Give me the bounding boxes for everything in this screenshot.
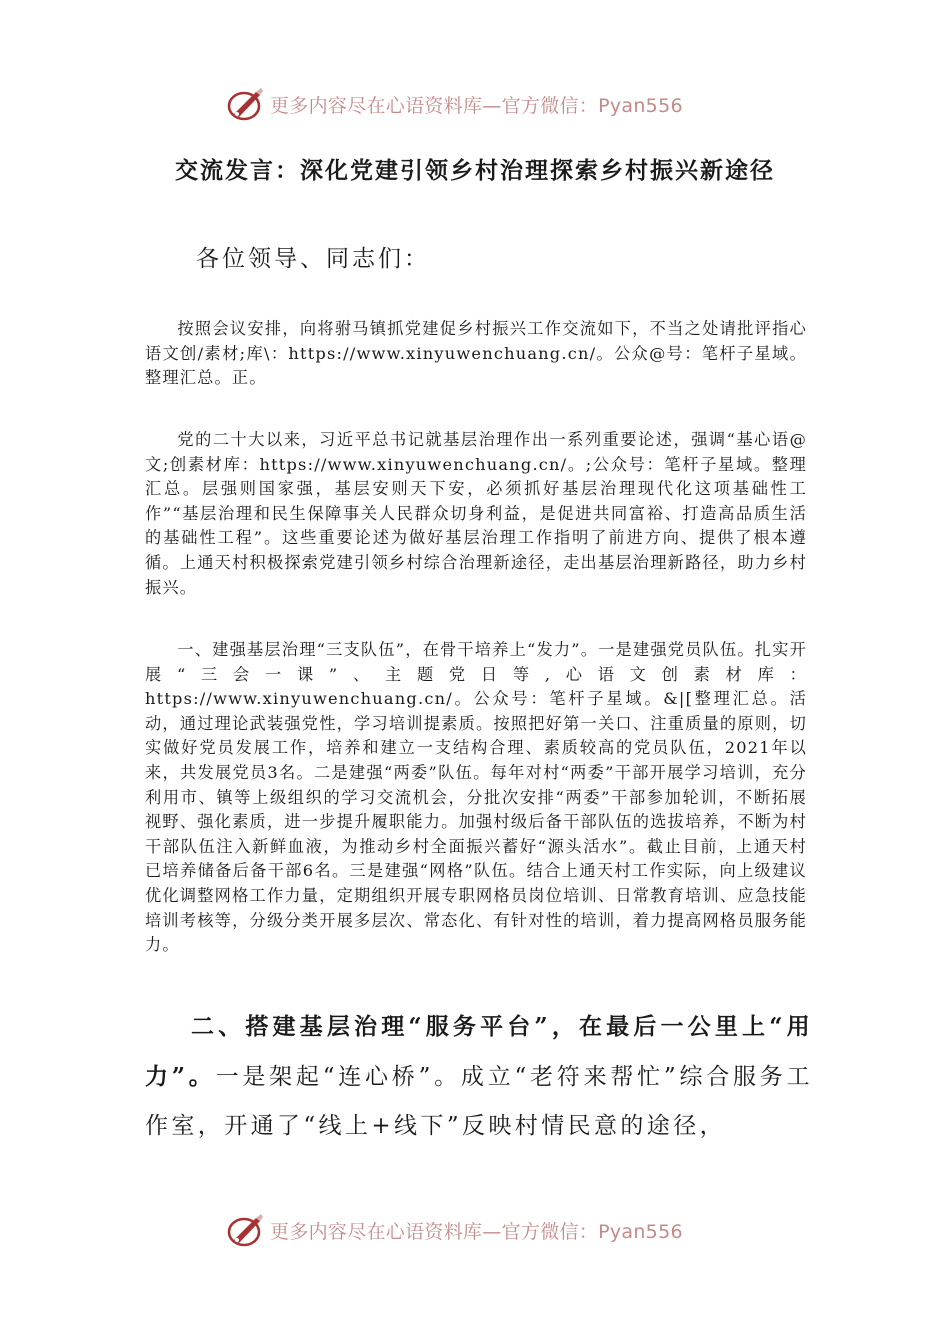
header-banner-text: 更多内容尽在心语资料库—官方微信：Pyan556 — [270, 94, 683, 117]
salutation: 各位领导、同志们： — [196, 246, 430, 272]
paragraph-intro: 按照会议安排，向将驸马镇抓党建促乡村振兴工作交流如下，不当之处请批评指心语文创/素材;库\：https://www.xinyuwenchuang.cn/。公众@号：笔杆子星域。整理汇总。正。 — [145, 319, 807, 388]
footer-banner-text: 更多内容尽在心语资料库—官方微信：Pyan556 — [270, 1220, 683, 1243]
footer-banner — [226, 1210, 683, 1250]
paragraph-section-one: 一、建强基层治理“三支队伍”，在骨干培养上“发力”。一是建强党员队伍。扎实开展“三会一课”、主题党日等,心语文创素材库：https://www.xinyuwenchuang.cn/。公众号：笔杆子星域。&|[整理汇总。活动，通过理论武装强党性，学习培训提素质。按照把好第一关口、注重质量的原则，切实做好党员发展工作，培养和建立一支结构合理、素质较高的党员队伍，2021年以来，共发展党员3名。二是建强“两委”队伍。每年对村“两委”干部开展学习培训，充分利用市、镇等上级组织的学习交流机会，分批次安排“两委”干部参加轮训，不断拓展视野、强化素质，进一步提升履职能力。加强村级后备干部队伍的选拔培养，不断为村干部队伍注入新鲜血液，为推动乡村全面振兴蓄好“源头活水”。截止目前，上通天村已培养储备后备干部6名。三是建强“网格”队伍。结合上通天村工作实际，向上级建议优化调整网格工作力量，定期组织开展专职网格员岗位培训、日常教育培训、应急技能培训考核等，分级分类开展多层次、常态化、有针对性的培训，着力提高网格员服务能力。 — [145, 640, 807, 955]
paragraph-section-two — [145, 1002, 813, 1151]
document-title: 交流发言：深化党建引领乡村治理探索乡村振兴新途径 — [175, 157, 775, 184]
pen-circle-icon — [226, 84, 266, 124]
paragraph-background: 党的二十大以来，习近平总书记就基层治理作出一系列重要论述，强调“基心语@文;创素材库：https://www.xinyuwenchuang.cn/。;公众号：笔杆子星域。整理汇总。层强则国家强，基层安则天下安，必须抓好基层治理现代化这项基础性工作”“基层治理和民生保障事关人民群众切身利益，是促进共同富裕、打造高品质生活的基础性工程”。这些重要论述为做好基层治理工作指明了前进方向、提供了根本遵循。上通天村积极探索党建引领乡村综合治理新途径，走出基层治理新路径，助力乡村振兴。 — [145, 430, 807, 597]
section-two-heading: 二、搭建基层治理“服务平台”，在最后一公里上“用力”。 — [145, 1013, 813, 1090]
header-banner — [226, 84, 683, 124]
pen-circle-icon — [226, 1210, 266, 1250]
section-two-body: 一是架起“连心桥”。成立“老符来帮忙”综合服务工作室，开通了“线上+线下”反映村情民意的途径， — [145, 1064, 813, 1139]
